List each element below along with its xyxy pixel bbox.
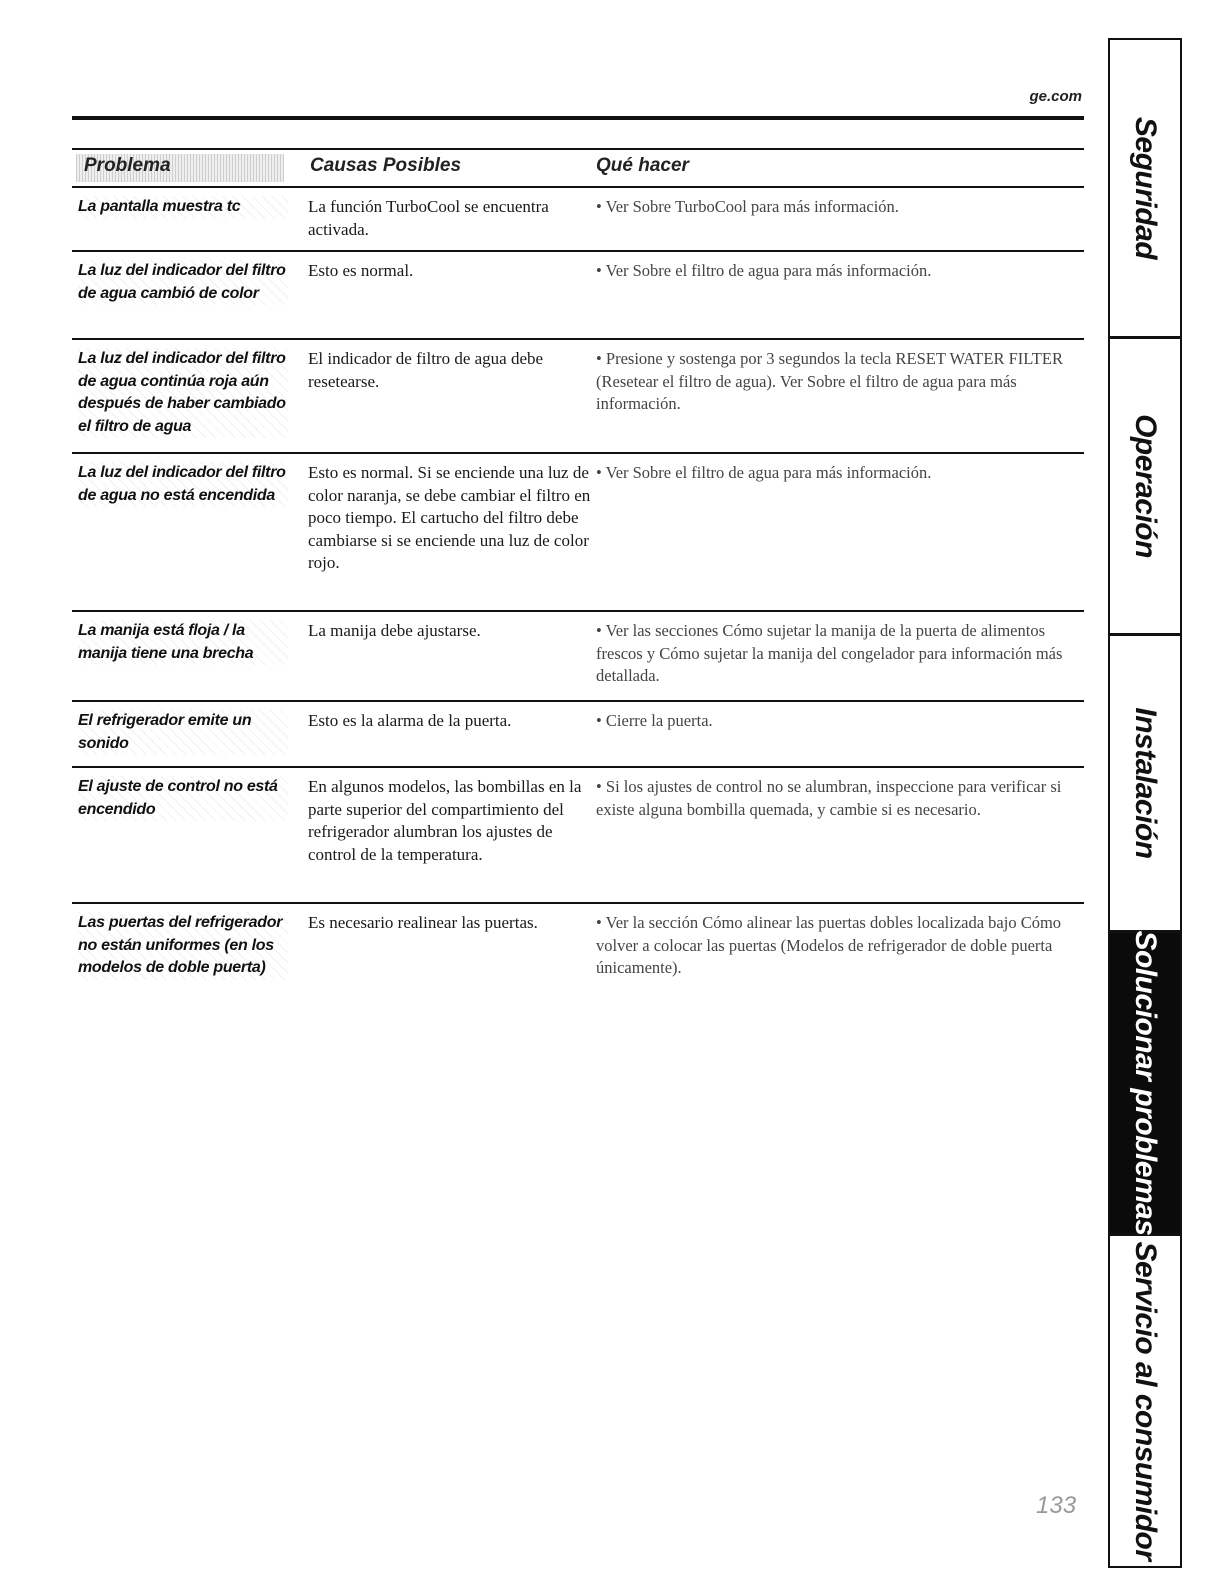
tab-operacion[interactable] bbox=[1110, 339, 1180, 636]
cause-cell: La manija debe ajustarse. bbox=[308, 621, 481, 640]
problem-cell: La pantalla muestra tc bbox=[78, 196, 288, 219]
action-cell: • Cierre la puerta. bbox=[596, 711, 713, 730]
problem-cell: Las puertas del refrigerador no están uniformes (en los modelos de doble puerta) bbox=[78, 912, 288, 980]
cause-cell: Esto es normal. Si se enciende una luz de color naranja, se debe cambiar el filtro en poco tiempo. El cartucho del filtro debe cambiarse si se enciende una luz de color rojo. bbox=[308, 463, 591, 572]
tab-label: Instalación bbox=[1129, 707, 1162, 859]
table-row bbox=[72, 252, 1084, 340]
table-row bbox=[72, 904, 1084, 1004]
cause-cell: En algunos modelos, las bombillas en la parte superior del compartimiento del refrigerador alumbran los ajustes de control de la temperatura. bbox=[308, 777, 582, 864]
table-row bbox=[72, 188, 1084, 252]
section-tabs bbox=[1108, 38, 1182, 1568]
page-number: 133 bbox=[1036, 1492, 1077, 1519]
cause-cell: El indicador de filtro de agua debe resetearse. bbox=[308, 349, 544, 391]
action-cell: • Ver Sobre el filtro de agua para más información. bbox=[596, 463, 932, 482]
tab-instalacion[interactable] bbox=[1110, 636, 1180, 933]
cause-cell: Esto es normal. bbox=[308, 261, 414, 280]
tab-seguridad[interactable] bbox=[1110, 40, 1180, 339]
tab-label: Solucionar problemas bbox=[1129, 930, 1162, 1236]
action-cell: • Ver Sobre el filtro de agua para más información. bbox=[596, 261, 932, 280]
site-url: ge.com bbox=[1029, 88, 1082, 105]
problem-cell: El refrigerador emite un sonido bbox=[78, 710, 288, 755]
problem-cell: La luz del indicador del filtro de agua no está encendida bbox=[78, 462, 288, 507]
problem-cell: La manija está floja / la manija tiene una brecha bbox=[78, 620, 288, 665]
problem-cell: La luz del indicador del filtro de agua cambió de color bbox=[78, 260, 288, 305]
tab-label: Seguridad bbox=[1129, 116, 1162, 260]
problem-cell: El ajuste de control no está encendido bbox=[78, 776, 288, 821]
top-rule bbox=[72, 116, 1084, 120]
table-row bbox=[72, 454, 1084, 612]
action-cell: • Ver la sección Cómo alinear las puertas dobles localizada bajo Cómo volver a colocar las puertas (Modelos de refrigerador de doble puerta únicamente). bbox=[596, 913, 1062, 977]
table-row bbox=[72, 340, 1084, 454]
table-header bbox=[72, 148, 1084, 188]
tab-servicio-consumidor[interactable] bbox=[1110, 1236, 1180, 1566]
header-causas: Causas Posibles bbox=[310, 155, 462, 176]
troubleshooting-table bbox=[72, 148, 1084, 1004]
table-row bbox=[72, 612, 1084, 702]
cause-cell: Esto es la alarma de la puerta. bbox=[308, 711, 512, 730]
table-row bbox=[72, 702, 1084, 768]
tab-label: Servicio al consumidor bbox=[1129, 1241, 1162, 1561]
cause-cell: La función TurboCool se encuentra activada. bbox=[308, 197, 549, 239]
tab-solucionar-problemas[interactable] bbox=[1110, 930, 1180, 1236]
table-row bbox=[72, 768, 1084, 904]
problem-cell: La luz del indicador del filtro de agua continúa roja aún después de haber cambiado el filtro de agua bbox=[78, 348, 288, 438]
header-que-hacer: Qué hacer bbox=[596, 155, 689, 176]
action-cell: • Presione y sostenga por 3 segundos la tecla RESET WATER FILTER (Resetear el filtro de agua). Ver Sobre el filtro de agua para más información. bbox=[596, 349, 1063, 413]
tab-label: Operación bbox=[1129, 414, 1162, 558]
action-cell: • Ver las secciones Cómo sujetar la manija de la puerta de alimentos frescos y Cómo sujetar la manija del congelador para información más detallada. bbox=[596, 621, 1063, 685]
header-problema: Problema bbox=[84, 155, 171, 176]
action-cell: • Si los ajustes de control no se alumbran, inspeccione para verificar si existe alguna bombilla quemada, y cambie si es necesario. bbox=[596, 777, 1062, 819]
cause-cell: Es necesario realinear las puertas. bbox=[308, 913, 538, 932]
action-cell: • Ver Sobre TurboCool para más información. bbox=[596, 197, 899, 216]
